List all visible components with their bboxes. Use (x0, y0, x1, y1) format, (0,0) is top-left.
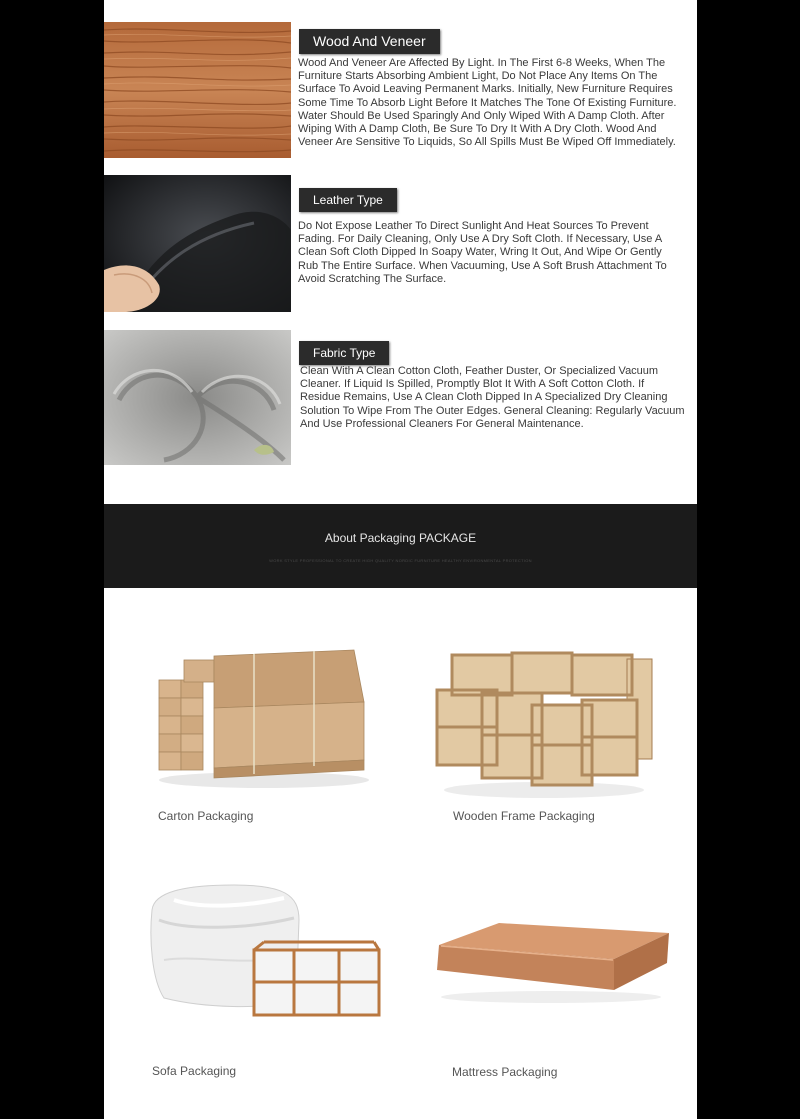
leather-image (104, 175, 291, 312)
mattress-packaging-image (429, 915, 669, 1005)
fabric-tag: Fabric Type (299, 341, 389, 365)
mattress-packaging-label: Mattress Packaging (452, 1065, 558, 1079)
wooden-frame-packaging-image (432, 645, 657, 800)
sofa-packaging-label: Sofa Packaging (152, 1064, 237, 1078)
fabric-text: Clean With A Clean Cotton Cloth, Feather Duster, Or Specialized Vacuum Cleaner. If Liquid Is Spilled, Promptly Blot It With A Soft Cotton Cloth. If Residue Remains, Use A Clean Cloth Dipped In A Specialized Dry Cleaning Solution To Wipe From The Outer Edges. General Cleaning: Regularly Vacuum And Use Professional Cleaners For General Maintenance. (300, 365, 685, 430)
packaging-subtitle: WORK STYLE PROFESSIONAL TO CREATE HIGH QUALITY NORDIC FURNITURE HEALTHY ENVIRONMENTAL PROTECTION (269, 558, 532, 563)
sofa-packaging-image (144, 880, 384, 1030)
packaging-banner (104, 504, 697, 588)
carton-packaging-image (154, 640, 369, 790)
fabric-image (104, 330, 291, 465)
product-care-page (104, 0, 697, 1119)
leather-text: Do Not Expose Leather To Direct Sunlight And Heat Sources To Prevent Fading. For Daily Cleaning, Only Use A Dry Soft Cloth. If Necessary, Use A Clean Soft Cloth Dipped In Soapy Water, Wring It Out, And Wipe Or Gently Rub The Entire Surface. When Vacuuming, Use A Soft Brush Attachment To Avoid Scratching The Surface. (298, 220, 667, 285)
packaging-title: About Packaging PACKAGE (324, 531, 477, 545)
wood-veneer-tag: Wood And Veneer (299, 29, 440, 54)
leather-tag: Leather Type (299, 188, 397, 212)
carton-packaging-label: Carton Packaging (158, 809, 254, 823)
wood-veneer-text: Wood And Veneer Are Affected By Light. In The First 6-8 Weeks, When The Furniture Starts Absorbing Ambient Light, Do Not Place Any Items On The Surface To Avoid Leaving Permanent Marks. Initially, New Furniture Requires Some Time To Absorb Light Before It Matches The Tone Of Existing Furniture. Water Should Be Used Sparingly And Only Wiped With A Damp Cloth. After Wiping With A Damp Cloth, Be Sure To Dry It With A Dry Cloth. Wood And Veneer Are Sensitive To Liquids, So All Spills Must Be Wiped Off Immediately. (298, 57, 677, 149)
wood-veneer-image (104, 22, 291, 158)
wooden-frame-packaging-label: Wooden Frame Packaging (453, 809, 595, 823)
